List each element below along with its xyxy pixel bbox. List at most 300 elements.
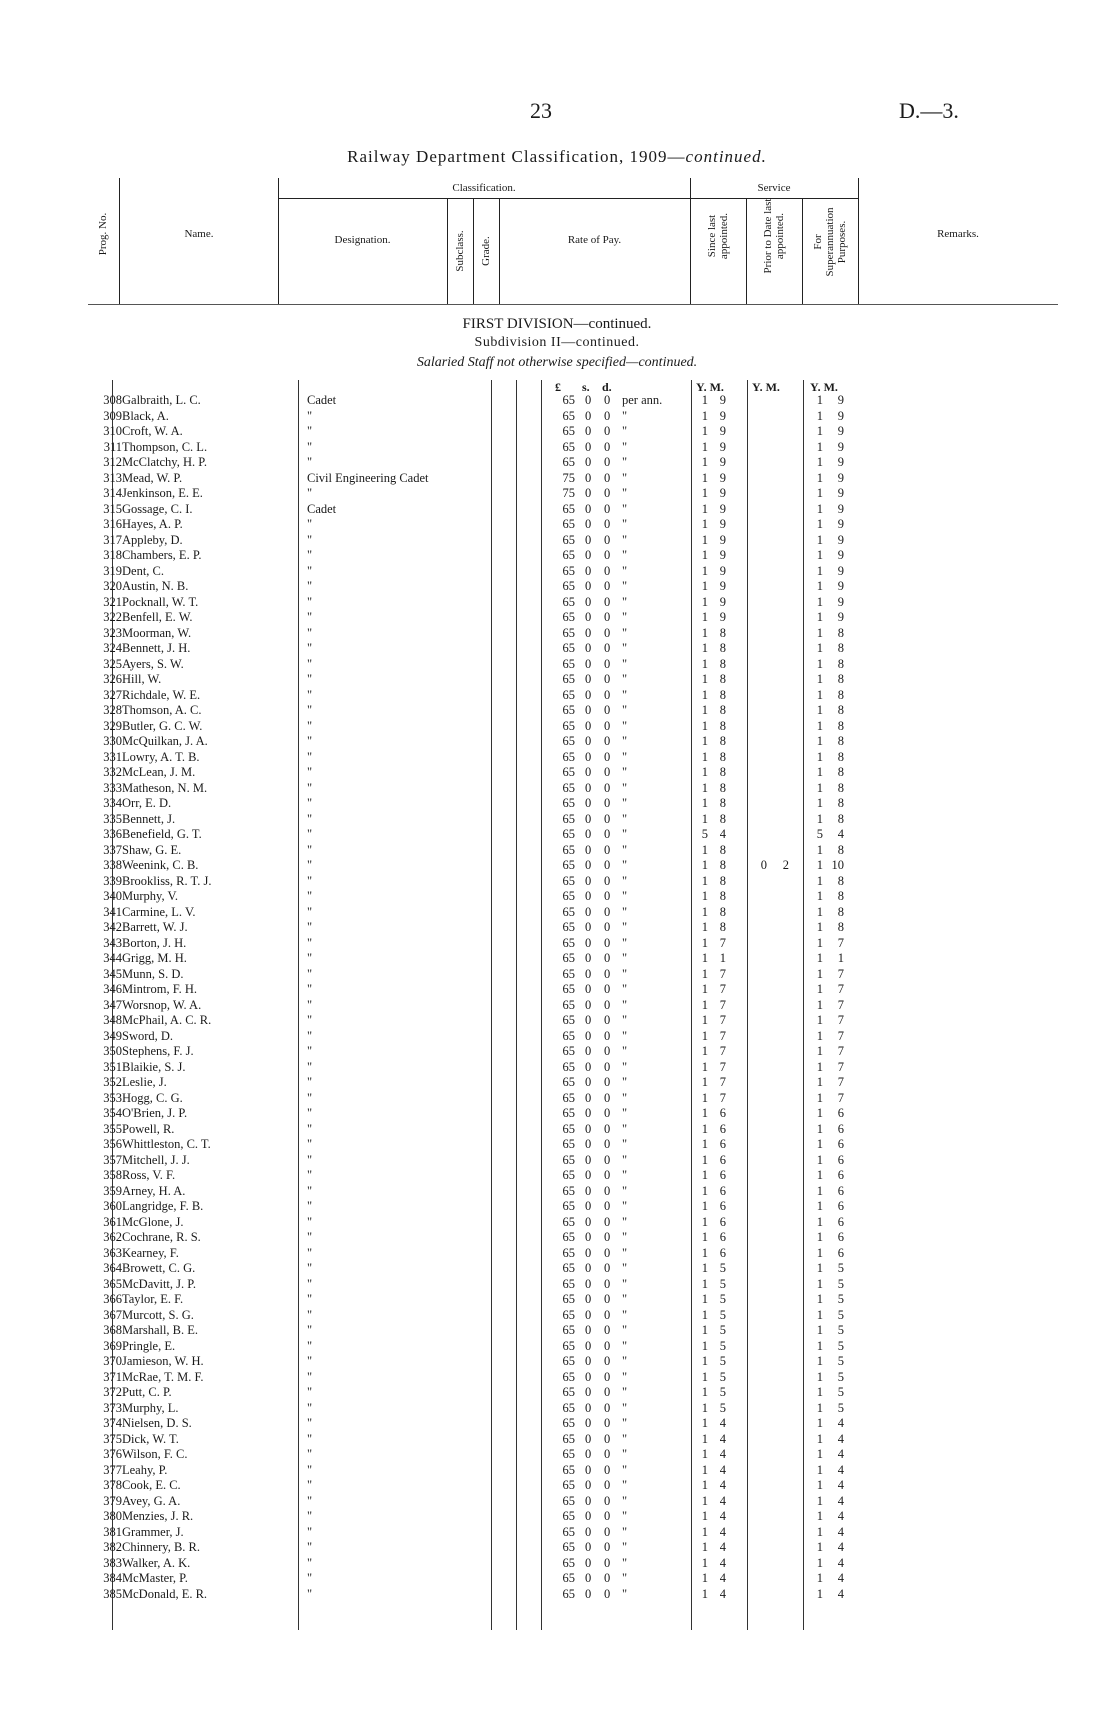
period-cell: " (622, 1059, 628, 1074)
pounds-cell: 65 (562, 1028, 575, 1043)
designation-cell: " (307, 1586, 313, 1601)
since-months-cell: 9 (719, 594, 726, 609)
shillings-cell: 0 (585, 951, 592, 965)
shillings-cell: 0 (585, 672, 592, 686)
super-years-cell: 1 (816, 393, 823, 407)
super-years-cell: 1 (816, 1292, 823, 1306)
since-years-cell: 1 (701, 1307, 708, 1322)
table-row (0, 1246, 1114, 1262)
period-cell: " (622, 656, 628, 671)
name-cell: Benefield, G. T. (122, 827, 202, 841)
pence-cell: 0 (604, 935, 611, 950)
since-months-cell: 8 (719, 858, 726, 872)
shillings-cell: 0 (585, 656, 592, 671)
pence-cell: 0 (604, 1385, 611, 1399)
shillings-cell: 0 (585, 486, 592, 500)
pounds-cell: 65 (562, 1509, 575, 1523)
pounds-cell: 65 (562, 1168, 575, 1182)
pounds-cell: 65 (562, 1400, 575, 1415)
shillings-cell: 0 (585, 1509, 592, 1523)
shillings-cell: 0 (585, 734, 592, 748)
since-years-cell: 1 (701, 1276, 708, 1291)
designation-cell: Cadet (307, 393, 337, 407)
super-months-cell: 5 (837, 1385, 844, 1399)
prog-no-cell: 355 (103, 1121, 122, 1136)
pounds-cell: 65 (562, 1385, 575, 1399)
table-row (0, 657, 1114, 673)
period-cell: " (622, 780, 628, 795)
super-months-cell: 9 (837, 610, 844, 624)
period-cell: " (622, 904, 628, 919)
shillings-cell: 0 (585, 1354, 592, 1368)
period-cell: " (622, 1478, 628, 1492)
designation-cell: " (307, 1230, 313, 1244)
super-years-cell: 1 (816, 672, 823, 686)
pence-cell: 0 (604, 594, 611, 609)
table-row (0, 1540, 1114, 1556)
since-years-cell: 1 (701, 1571, 708, 1585)
designation-cell: " (307, 1214, 313, 1229)
since-months-cell: 9 (719, 486, 726, 500)
super-years-cell: 1 (816, 1524, 823, 1539)
super-months-cell: 8 (837, 718, 844, 733)
prog-no-cell: 346 (103, 982, 122, 996)
since-years-cell: 1 (701, 1183, 708, 1198)
since-months-cell: 7 (719, 1044, 726, 1058)
pence-cell: 0 (604, 966, 611, 981)
table-row (0, 688, 1114, 704)
period-cell: " (622, 610, 628, 624)
designation-cell: " (307, 780, 313, 795)
super-months-cell: 9 (837, 548, 844, 562)
super-years-cell: 1 (816, 563, 823, 578)
since-months-cell: 7 (719, 1059, 726, 1074)
pounds-cell: 65 (562, 796, 575, 810)
period-cell: " (622, 548, 628, 562)
shillings-cell: 0 (585, 501, 592, 516)
since-months-cell: 9 (719, 563, 726, 578)
pence-cell: 0 (604, 1307, 611, 1322)
since-years-cell: 5 (701, 827, 708, 841)
table-row (0, 1168, 1114, 1184)
designation-cell: " (307, 827, 313, 841)
super-years-cell: 1 (816, 610, 823, 624)
period-cell: " (622, 1121, 628, 1136)
pence-cell: 0 (604, 842, 611, 857)
designation-cell: " (307, 1168, 313, 1182)
super-years-cell: 1 (816, 424, 823, 438)
since-years-cell: 1 (701, 796, 708, 810)
prog-no-cell: 350 (103, 1044, 122, 1058)
designation-cell: " (307, 1493, 313, 1508)
since-years-cell: 1 (701, 1028, 708, 1043)
prog-no-cell: 312 (103, 455, 122, 469)
since-years-cell: 1 (701, 718, 708, 733)
period-cell: " (622, 1106, 628, 1120)
pence-unit: d. (602, 380, 612, 394)
since-months-cell: 9 (719, 610, 726, 624)
table-row (0, 1525, 1114, 1541)
table-row (0, 1308, 1114, 1324)
shillings-cell: 0 (585, 1571, 592, 1585)
pounds-cell: 65 (562, 517, 575, 531)
super-months-cell: 8 (837, 889, 844, 903)
table-row (0, 781, 1114, 797)
pence-cell: 0 (604, 858, 611, 872)
pence-cell: 0 (604, 904, 611, 919)
super-months-cell: 4 (837, 1462, 844, 1477)
pence-cell: 0 (604, 439, 611, 454)
superannuation-header: For Superannuation Purposes. (812, 207, 848, 277)
prog-no-cell: 324 (103, 641, 122, 655)
name-cell: Gossage, C. I. (122, 501, 193, 516)
table-row (0, 1339, 1114, 1355)
period-cell: " (622, 920, 628, 934)
period-cell: " (622, 408, 628, 423)
pounds-cell: 65 (562, 1478, 575, 1492)
designation-cell: " (307, 408, 313, 423)
name-cell: Stephens, F. J. (122, 1044, 194, 1058)
prog-no-cell: 337 (103, 842, 122, 857)
shillings-cell: 0 (585, 408, 592, 423)
name-cell: Croft, W. A. (122, 424, 183, 438)
shillings-cell: 0 (585, 1059, 592, 1074)
shillings-cell: 0 (585, 1524, 592, 1539)
name-cell: Black, A. (122, 408, 169, 423)
period-cell: " (622, 982, 628, 996)
prog-no-cell: 338 (103, 858, 122, 872)
table-row (0, 1463, 1114, 1479)
table-row (0, 1184, 1114, 1200)
name-cell: Avey, G. A. (122, 1493, 181, 1508)
rate-of-pay-header: Rate of Pay. (567, 234, 622, 246)
pounds-cell: 65 (562, 1431, 575, 1446)
prog-no-cell: 381 (103, 1524, 122, 1539)
pence-cell: 0 (604, 749, 611, 764)
period-cell: " (622, 1276, 628, 1291)
shillings-cell: 0 (585, 1478, 592, 1492)
since-months-cell: 7 (719, 997, 726, 1012)
table-row (0, 1091, 1114, 1107)
name-cell: Appleby, D. (122, 532, 183, 547)
prior-years-cell: 0 (760, 858, 767, 872)
since-last-appointed-header: Since last appointed. (706, 212, 730, 260)
since-months-cell: 9 (719, 439, 726, 454)
shillings-cell: 0 (585, 687, 592, 702)
pounds-cell: 65 (562, 1121, 575, 1136)
page-title-continued: continued. (685, 147, 767, 166)
super-years-cell: 1 (816, 1106, 823, 1120)
super-years-cell: 1 (816, 1245, 823, 1260)
prior-ym-unit: Y. M. (752, 380, 780, 394)
pounds-cell: 65 (562, 703, 575, 717)
period-cell: " (622, 1586, 628, 1601)
super-months-cell: 7 (837, 935, 844, 950)
prog-no-cell: 367 (103, 1307, 122, 1322)
designation-cell: " (307, 455, 313, 469)
designation-cell: " (307, 1385, 313, 1399)
name-cell: McPhail, A. C. R. (122, 1013, 212, 1027)
since-years-cell: 1 (701, 1369, 708, 1384)
table-row (0, 1385, 1114, 1401)
table-row (0, 626, 1114, 642)
since-years-cell: 1 (701, 517, 708, 531)
shillings-cell: 0 (585, 1245, 592, 1260)
table-row (0, 905, 1114, 921)
classification-table (0, 393, 1114, 1602)
since-months-cell: 8 (719, 920, 726, 934)
shillings-cell: 0 (585, 873, 592, 888)
designation-cell: " (307, 1555, 313, 1570)
pounds-cell: 65 (562, 656, 575, 671)
since-years-cell: 1 (701, 1354, 708, 1368)
since-years-cell: 1 (701, 656, 708, 671)
designation-cell: " (307, 1013, 313, 1027)
table-row (0, 1432, 1114, 1448)
prog-no-cell: 384 (103, 1571, 122, 1585)
prog-no-cell: 380 (103, 1509, 122, 1523)
super-years-cell: 1 (816, 1416, 823, 1430)
pounds-cell: 65 (562, 904, 575, 919)
pence-cell: 0 (604, 625, 611, 640)
table-row (0, 1370, 1114, 1386)
shillings-cell: 0 (585, 424, 592, 438)
table-row (0, 393, 1114, 409)
prog-no-cell: 340 (103, 889, 122, 903)
pence-cell: 0 (604, 1230, 611, 1244)
name-cell: Richdale, W. E. (122, 687, 201, 702)
units-row (0, 380, 1114, 394)
period-cell: " (622, 1524, 628, 1539)
designation-cell: " (307, 1059, 313, 1074)
pounds-cell: 65 (562, 765, 575, 779)
super-years-cell: 1 (816, 486, 823, 500)
pence-cell: 0 (604, 1168, 611, 1182)
name-cell: Chambers, E. P. (122, 548, 202, 562)
super-months-cell: 7 (837, 1044, 844, 1058)
super-years-cell: 1 (816, 1540, 823, 1554)
pence-cell: 0 (604, 470, 611, 485)
super-years-cell: 1 (816, 594, 823, 609)
super-years-cell: 1 (816, 873, 823, 888)
table-row (0, 1060, 1114, 1076)
shillings-cell: 0 (585, 1214, 592, 1229)
pounds-cell: 65 (562, 439, 575, 454)
prog-no-cell: 349 (103, 1028, 122, 1043)
remarks-header: Remarks. (937, 228, 979, 240)
designation-cell: " (307, 1540, 313, 1554)
since-months-cell: 6 (719, 1230, 726, 1244)
super-years-cell: 1 (816, 1230, 823, 1244)
super-months-cell: 8 (837, 780, 844, 795)
pence-cell: 0 (604, 1509, 611, 1523)
shillings-cell: 0 (585, 765, 592, 779)
shillings-cell: 0 (585, 1447, 592, 1461)
pence-cell: 0 (604, 1137, 611, 1151)
name-cell: Arney, H. A. (122, 1183, 186, 1198)
since-years-cell: 1 (701, 765, 708, 779)
table-row (0, 843, 1114, 859)
designation-cell: " (307, 548, 313, 562)
table-row (0, 967, 1114, 983)
pounds-cell: 65 (562, 579, 575, 593)
since-years-cell: 1 (701, 904, 708, 919)
prior-months-cell: 2 (782, 858, 789, 872)
since-years-cell: 1 (701, 439, 708, 454)
name-cell: Murphy, L. (122, 1400, 179, 1415)
prog-no-cell: 373 (103, 1400, 122, 1415)
designation-cell: " (307, 1354, 313, 1368)
since-months-cell: 4 (719, 1431, 726, 1446)
since-years-cell: 1 (701, 1044, 708, 1058)
table-row (0, 486, 1114, 502)
table-row (0, 1292, 1114, 1308)
designation-cell: " (307, 1090, 313, 1105)
super-months-cell: 5 (837, 1307, 844, 1322)
table-row (0, 1215, 1114, 1231)
since-months-cell: 8 (719, 889, 726, 903)
name-cell: McQuilkan, J. A. (122, 734, 208, 748)
super-years-cell: 1 (816, 749, 823, 764)
shillings-cell: 0 (585, 1183, 592, 1198)
super-months-cell: 7 (837, 1028, 844, 1043)
pence-cell: 0 (604, 1152, 611, 1167)
since-months-cell: 5 (719, 1369, 726, 1384)
pounds-cell: 65 (562, 1323, 575, 1337)
since-years-cell: 1 (701, 1199, 708, 1213)
super-months-cell: 7 (837, 1059, 844, 1074)
since-months-cell: 4 (719, 1509, 726, 1523)
super-months-cell: 8 (837, 625, 844, 640)
super-months-cell: 5 (837, 1292, 844, 1306)
prog-no-cell: 385 (103, 1586, 122, 1601)
super-years-cell: 1 (816, 1199, 823, 1213)
table-row (0, 502, 1114, 518)
period-cell: " (622, 1354, 628, 1368)
pence-cell: 0 (604, 1400, 611, 1415)
super-months-cell: 4 (837, 1509, 844, 1523)
super-months-cell: 8 (837, 842, 844, 857)
pounds-cell: 65 (562, 889, 575, 903)
pounds-cell: 65 (562, 935, 575, 950)
prog-no-cell: 359 (103, 1183, 122, 1198)
designation-cell: " (307, 1524, 313, 1539)
pounds-cell: 65 (562, 1106, 575, 1120)
designation-cell: " (307, 966, 313, 981)
name-cell: Mintrom, F. H. (122, 982, 198, 996)
name-cell: Shaw, G. E. (122, 842, 182, 857)
prog-no-cell: 341 (103, 904, 122, 919)
pounds-cell: 65 (562, 1416, 575, 1430)
since-years-cell: 1 (701, 703, 708, 717)
super-months-cell: 8 (837, 656, 844, 671)
period-cell: " (622, 424, 628, 438)
grade-header: Grade. (480, 236, 492, 266)
pence-cell: 0 (604, 1106, 611, 1120)
prog-no-header: Prog. No. (97, 212, 109, 256)
pence-cell: 0 (604, 548, 611, 562)
since-months-cell: 6 (719, 1199, 726, 1213)
since-years-cell: 1 (701, 610, 708, 624)
shillings-cell: 0 (585, 1400, 592, 1415)
pence-cell: 0 (604, 1183, 611, 1198)
prog-no-cell: 366 (103, 1292, 122, 1306)
prog-no-cell: 369 (103, 1338, 122, 1353)
super-months-cell: 4 (837, 1586, 844, 1601)
pounds-cell: 65 (562, 920, 575, 934)
designation-cell: " (307, 532, 313, 547)
period-cell: " (622, 517, 628, 531)
shillings-cell: 0 (585, 811, 592, 826)
since-months-cell: 6 (719, 1245, 726, 1260)
period-cell: " (622, 563, 628, 578)
period-cell: " (622, 1230, 628, 1244)
since-months-cell: 4 (719, 1524, 726, 1539)
shillings-cell: 0 (585, 1540, 592, 1554)
designation-cell: " (307, 765, 313, 779)
pounds-cell: 65 (562, 1090, 575, 1105)
super-years-cell: 1 (816, 734, 823, 748)
designation-cell: " (307, 594, 313, 609)
shillings-cell: 0 (585, 842, 592, 857)
since-years-cell: 1 (701, 594, 708, 609)
super-years-cell: 1 (816, 1121, 823, 1136)
prog-no-cell: 383 (103, 1555, 122, 1570)
since-years-cell: 1 (701, 1493, 708, 1508)
period-cell: per ann. (622, 393, 663, 407)
since-years-cell: 1 (701, 687, 708, 702)
prog-no-cell: 352 (103, 1075, 122, 1089)
pence-cell: 0 (604, 687, 611, 702)
super-months-cell: 9 (837, 579, 844, 593)
since-years-cell: 1 (701, 532, 708, 547)
prog-no-cell: 329 (103, 718, 122, 733)
pence-cell: 0 (604, 1199, 611, 1213)
super-years-cell: 1 (816, 501, 823, 516)
name-cell: Leahy, P. (122, 1462, 168, 1477)
prog-no-cell: 370 (103, 1354, 122, 1368)
since-months-cell: 5 (719, 1338, 726, 1353)
name-cell: Whittleston, C. T. (122, 1137, 211, 1151)
table-row (0, 827, 1114, 843)
pounds-cell: 65 (562, 1447, 575, 1461)
super-months-cell: 9 (837, 594, 844, 609)
name-cell: Blaikie, S. J. (122, 1059, 186, 1074)
super-years-cell: 1 (816, 796, 823, 810)
designation-cell: " (307, 1571, 313, 1585)
pence-cell: 0 (604, 1555, 611, 1570)
super-months-cell: 4 (837, 1555, 844, 1570)
period-cell: " (622, 1369, 628, 1384)
designation-cell: " (307, 517, 313, 531)
designation-cell: " (307, 687, 313, 702)
since-months-cell: 7 (719, 1075, 726, 1089)
pence-cell: 0 (604, 1059, 611, 1074)
period-cell: " (622, 1400, 628, 1415)
since-months-cell: 6 (719, 1168, 726, 1182)
designation-cell: " (307, 439, 313, 454)
super-months-cell: 9 (837, 470, 844, 485)
since-months-cell: 5 (719, 1307, 726, 1322)
super-months-cell: 7 (837, 997, 844, 1012)
super-months-cell: 8 (837, 703, 844, 717)
period-cell: " (622, 1555, 628, 1570)
shillings-cell: 0 (585, 1261, 592, 1275)
super-months-cell: 8 (837, 687, 844, 702)
name-cell: Ayers, S. W. (122, 656, 184, 671)
super-years-cell: 1 (816, 625, 823, 640)
since-years-cell: 1 (701, 486, 708, 500)
